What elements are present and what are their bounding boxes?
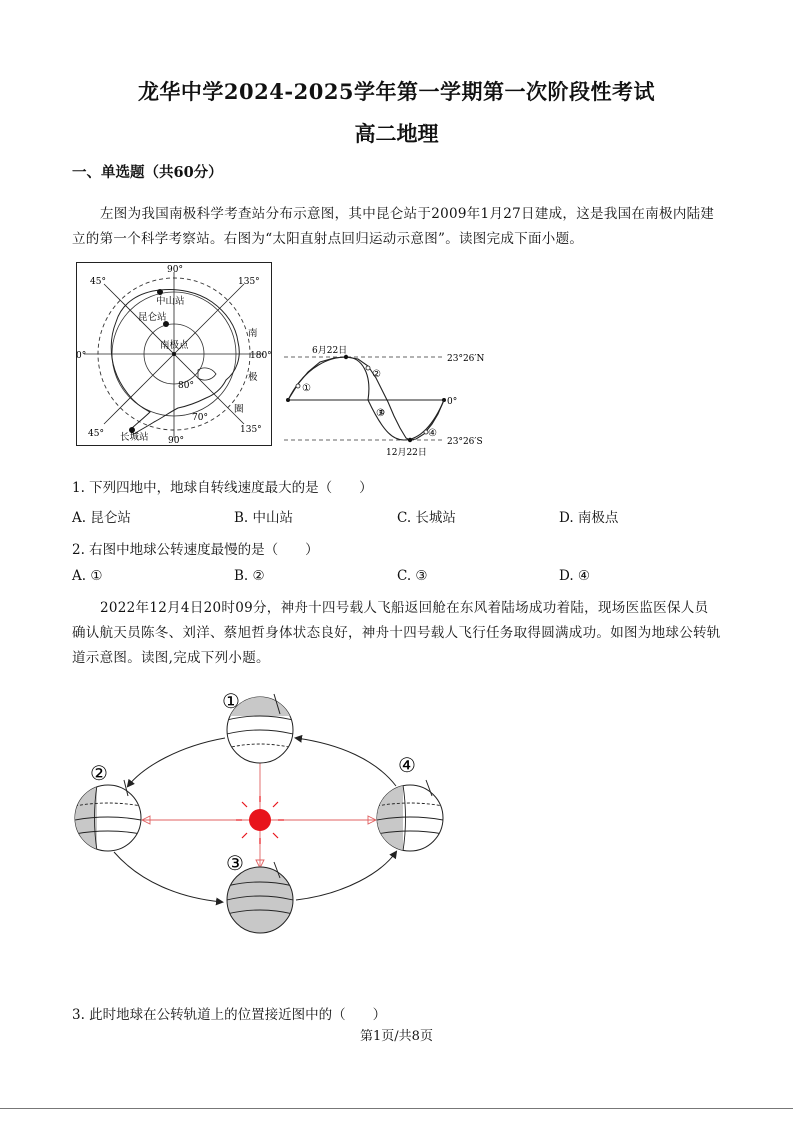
q2-option-d[interactable]: D. ④: [559, 568, 591, 584]
changcheng-station-label: 长城站: [120, 432, 149, 443]
orbit-label-1: ①: [222, 690, 240, 713]
kunlun-station-label: 昆仑站: [138, 312, 167, 323]
question-1-stem: 1. 下列四地中，地球自转线速度最大的是（ ）: [72, 480, 373, 496]
section2-intro: 2022年12月4日20时09分，神舟十四号载人飞船返回舱在东风着陆场成功着陆，现场医监医保人员确认航天员陈冬、刘洋、蔡旭哲身体状态良好，神舟十四号载人飞行任务取得圆满成功。如图为地球公转轨道示意图。读图,完成下列小题。: [72, 600, 721, 666]
q2-option-c[interactable]: C. ③: [397, 568, 428, 584]
antarctic-circle-label-3: 圈: [234, 404, 244, 415]
q1-option-d[interactable]: D. 南极点: [559, 510, 619, 526]
point-3-label: ③: [376, 408, 385, 419]
tropic-south-label: 23°26′S: [447, 437, 483, 447]
earth-position-2[interactable]: [75, 780, 141, 851]
antarctic-circle-label-2: 极: [248, 372, 258, 383]
page-bottom-divider: [0, 1108, 793, 1109]
orbit-label-3: ③: [226, 851, 244, 875]
lon-90-bottom-label: 90°: [168, 436, 184, 446]
lon-135-bottom-label: 135°: [240, 425, 262, 435]
section1-intro: 左图为我国南极科学考查站分布示意图，其中昆仑站于2009年1月27日建成，这是我国在南极内陆建立的第一个科学考察站。右图为“太阳直射点回归运动示意图”。读图完成下面小题。: [72, 206, 715, 247]
lon-90-top-label: 90°: [167, 265, 183, 275]
lon-45-left-label: 45°: [90, 277, 106, 287]
point-1-label: ①: [302, 383, 311, 394]
exam-subtitle: 高二地理: [354, 121, 439, 146]
point-4-label: ④: [428, 428, 437, 439]
question-3-stem: 3. 此时地球在公转轨道上的位置接近图中的（ ）: [72, 1007, 387, 1023]
sun-direct-point-diagram: [284, 344, 498, 458]
lon-0-label: 0°: [76, 351, 87, 361]
lat-70-label: 70°: [192, 413, 208, 423]
zhongshan-station-label: 中山站: [156, 296, 185, 307]
tropic-north-label: 23°26′N: [447, 354, 485, 364]
section-heading: 一、单选题（共60分）: [72, 164, 223, 181]
orbit-label-2: ②: [90, 761, 108, 785]
earth-orbit-diagram: [70, 690, 450, 940]
question-2-stem: 2. 右图中地球公转速度最慢的是（ ）: [72, 542, 319, 558]
equator-label: 0°: [447, 397, 458, 407]
q1-option-c[interactable]: C. 长城站: [397, 510, 456, 526]
lon-180-label: 180°: [250, 351, 272, 361]
exam-title: 龙华中学2024-2025学年第一学期第一次阶段性考试: [137, 79, 656, 104]
point-2-label: ②: [372, 369, 381, 380]
lon-45-bottom-label: 45°: [88, 429, 104, 439]
lon-135-right-label: 135°: [238, 277, 260, 287]
q1-option-a[interactable]: A. 昆仑站: [72, 510, 131, 526]
orbit-label-4: ④: [398, 753, 416, 777]
south-pole-label: 南极点: [160, 340, 189, 351]
page-number: 第1页/共8页: [360, 1029, 433, 1044]
december-solstice-label: 12月22日: [386, 448, 427, 458]
q2-option-b[interactable]: B. ②: [234, 568, 265, 584]
antarctic-station-map: [76, 262, 272, 446]
q2-option-a[interactable]: A. ①: [72, 568, 103, 584]
earth-position-4[interactable]: [377, 780, 443, 851]
antarctic-circle-label-1: 南: [248, 328, 258, 339]
lat-80-label: 80°: [178, 381, 194, 391]
q1-option-b[interactable]: B. 中山站: [234, 510, 294, 526]
june-solstice-label: 6月22日: [312, 346, 348, 356]
